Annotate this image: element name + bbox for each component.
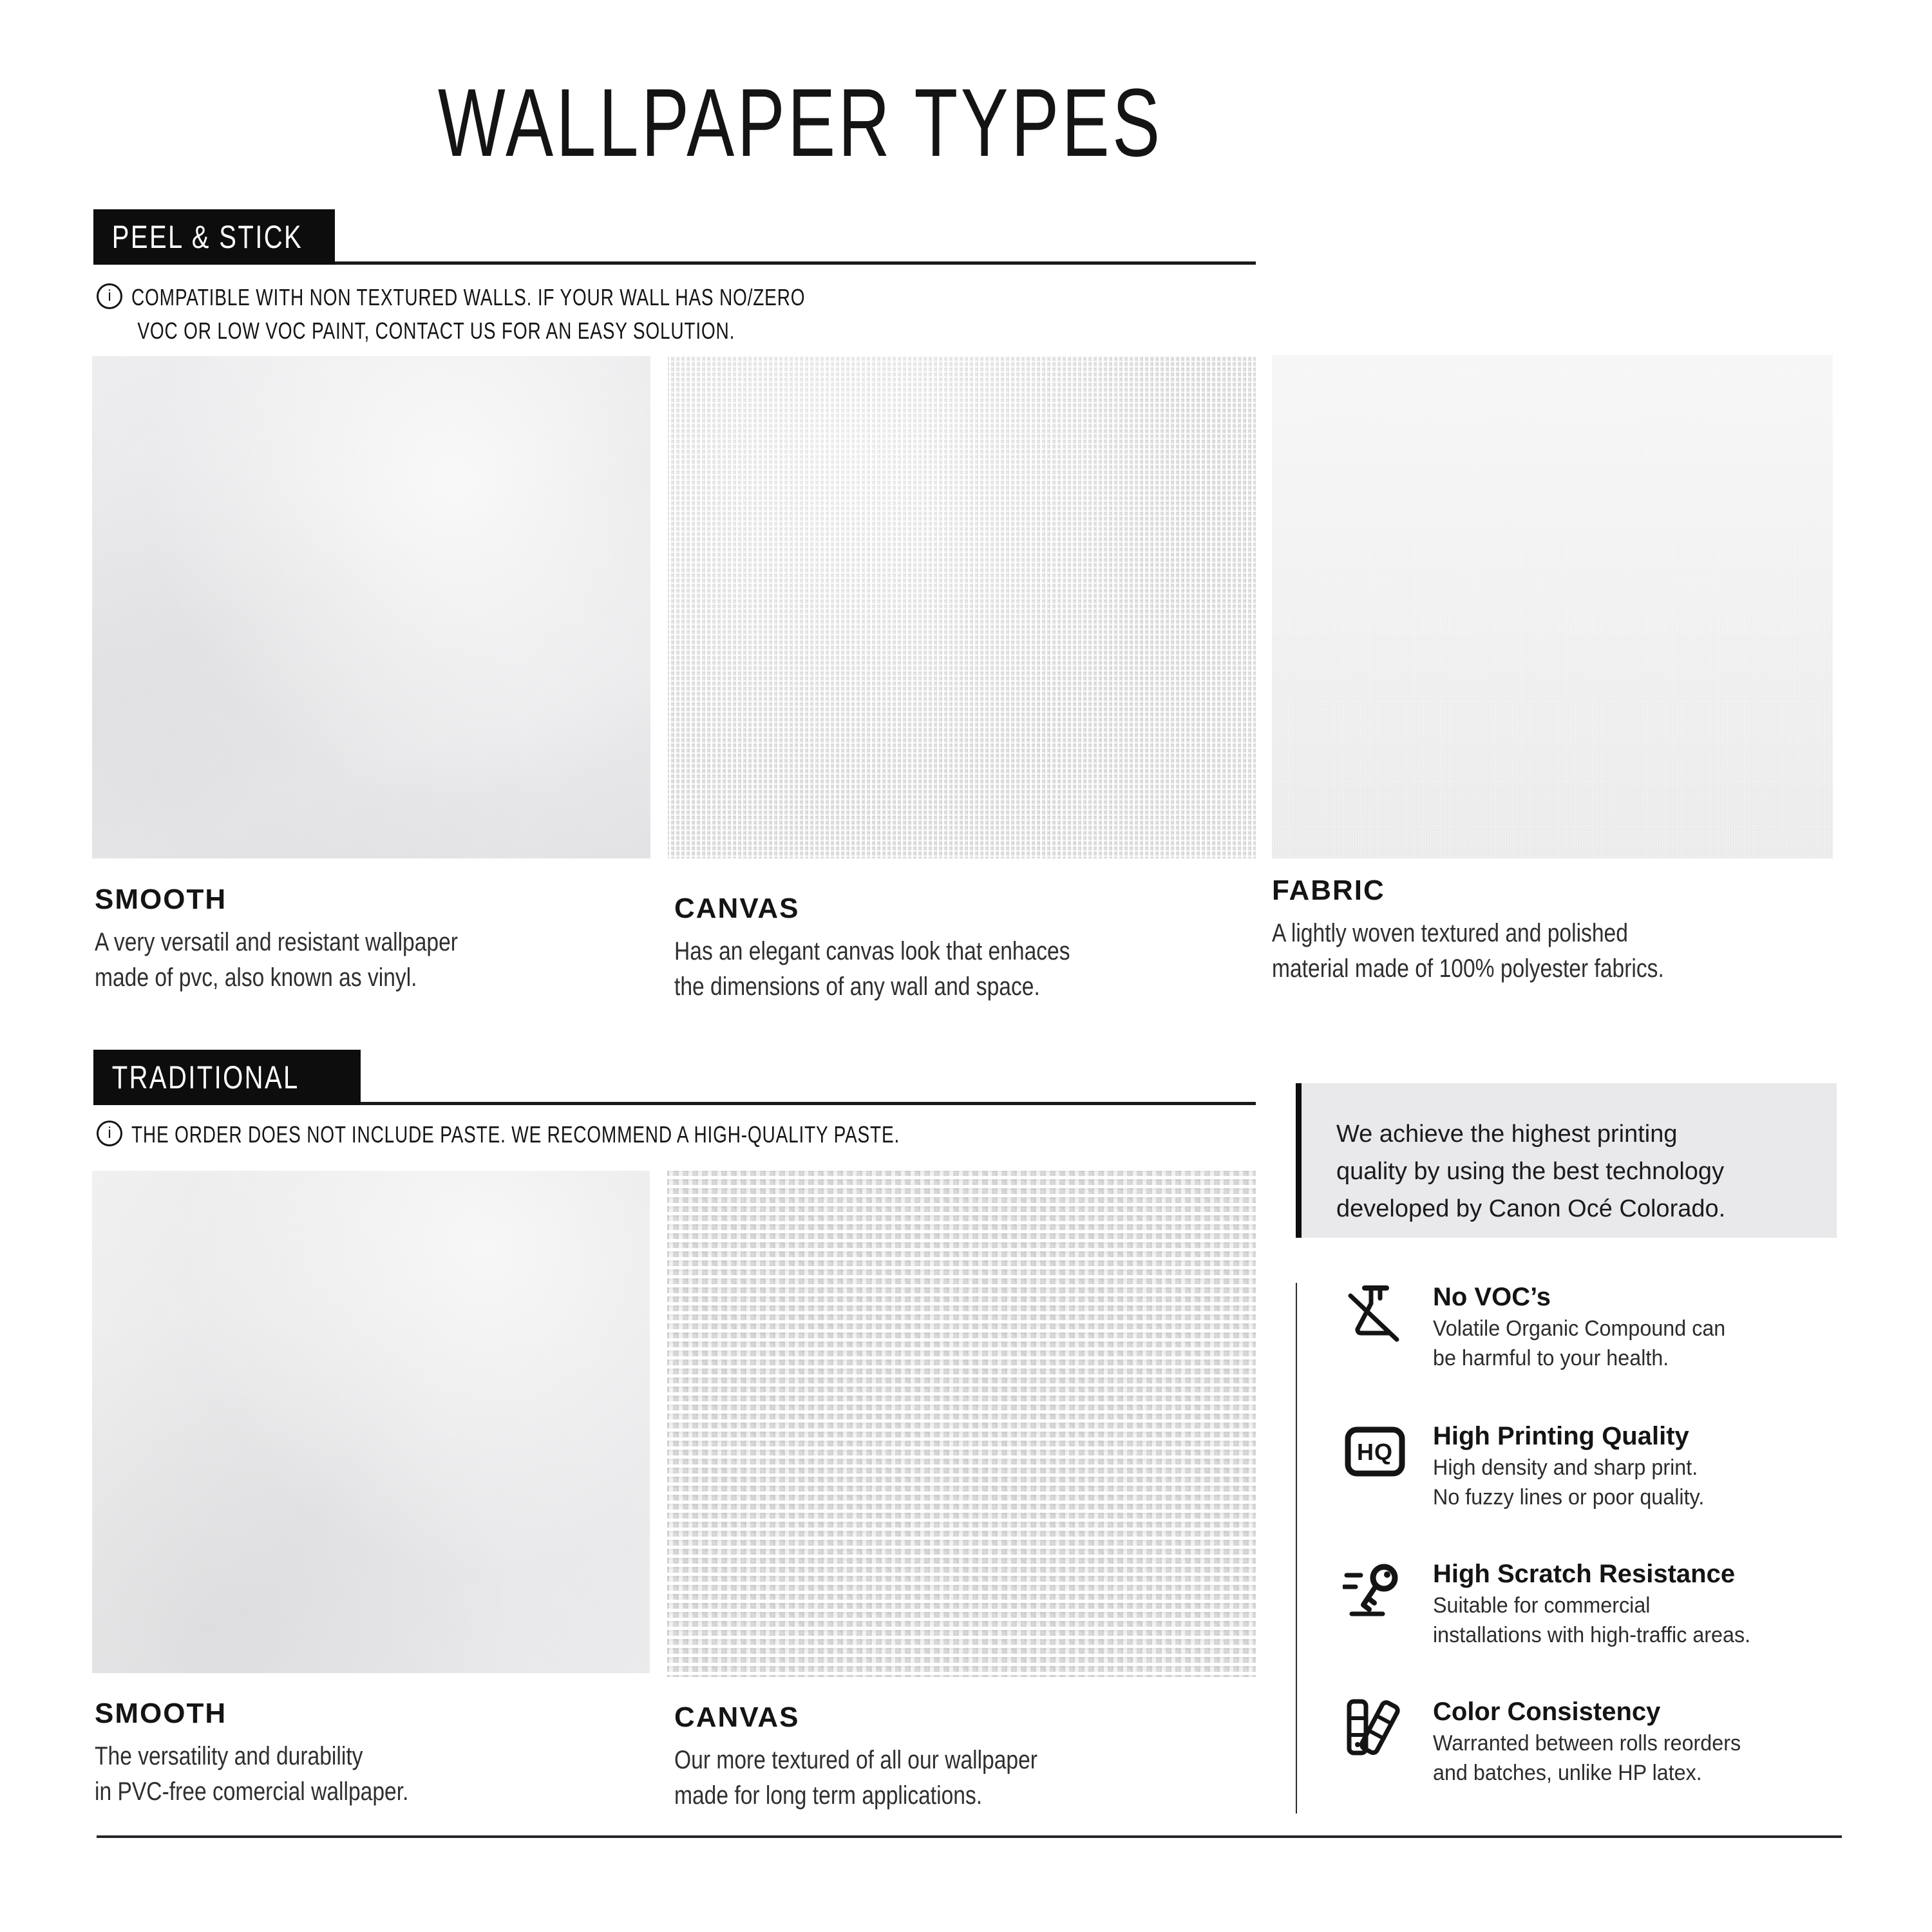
- traditional-note: [97, 1118, 1117, 1151]
- item-desc-line: The versatility and durability: [95, 1742, 363, 1770]
- item-desc-traditional-smooth: [95, 1739, 408, 1810]
- feature-desc-line: Suitable for commercial: [1433, 1593, 1651, 1618]
- swatch-peel-fabric: [1272, 355, 1833, 858]
- peel-stick-note-line1: COMPATIBLE WITH NON TEXTURED WALLS. IF YOUR WALL HAS NO/ZERO: [131, 284, 806, 310]
- item-desc-peel-canvas: [674, 934, 1070, 1005]
- peel-stick-note-text: [131, 281, 805, 348]
- feature-desc-line: and batches, unlike HP latex.: [1433, 1761, 1702, 1785]
- item-desc-line: made of pvc, also known as vinyl.: [95, 963, 417, 992]
- quote-text: [1302, 1083, 1837, 1227]
- item-desc-line: in PVC-free comercial wallpaper.: [95, 1777, 409, 1806]
- info-icon-glyph: i: [108, 287, 111, 305]
- item-name-traditional-smooth: SMOOTH: [95, 1698, 227, 1729]
- item-name-peel-smooth: SMOOTH: [95, 884, 227, 915]
- feature-color-consistency: [1343, 1695, 1852, 1788]
- feature-desc: [1433, 1591, 1750, 1650]
- item-desc-line: A very versatil and resistant wallpaper: [95, 928, 459, 956]
- bottom-rule: [97, 1835, 1842, 1838]
- hq-icon: [1343, 1419, 1407, 1484]
- item-desc-line: made for long term applications.: [674, 1781, 983, 1810]
- info-icon-glyph: i: [108, 1124, 111, 1142]
- peel-stick-note-line2: VOC OR LOW VOC PAINT, CONTACT US FOR AN EASY SOLUTION.: [137, 317, 735, 344]
- feature-title: No VOC’s: [1433, 1283, 1551, 1311]
- item-desc-line: Our more textured of all our wallpaper: [674, 1746, 1038, 1774]
- feature-desc-line: be harmful to your health.: [1433, 1346, 1669, 1370]
- item-desc-line: material made of 100% polyester fabrics.: [1272, 954, 1664, 983]
- feature-title: Color Consistency: [1433, 1698, 1661, 1726]
- color-swatches-icon: [1343, 1695, 1407, 1759]
- info-icon: [97, 283, 122, 309]
- section-label-peel-stick: [93, 209, 335, 265]
- traditional-note-line1: THE ORDER DOES NOT INCLUDE PASTE. WE RECOMMEND A HIGH-QUALITY PASTE.: [131, 1121, 900, 1148]
- printing-quality-quote-box: [1302, 1083, 1837, 1238]
- feature-no-voc: [1343, 1280, 1852, 1373]
- page-title: WALLPAPER TYPES: [438, 68, 1163, 176]
- feature-high-scratch-resistance: [1343, 1557, 1852, 1650]
- feature-high-printing-quality: [1343, 1419, 1852, 1512]
- hq-icon-label: HQ: [1357, 1439, 1393, 1465]
- feature-desc-line: No fuzzy lines or poor quality.: [1433, 1485, 1705, 1510]
- traditional-note-text: [131, 1118, 900, 1151]
- features-divider-line: [1296, 1283, 1297, 1814]
- item-desc-line: the dimensions of any wall and space.: [674, 972, 1040, 1001]
- feature-desc-line: Warranted between rolls reorders: [1433, 1731, 1741, 1756]
- feature-desc: [1433, 1314, 1725, 1373]
- feature-text: [1433, 1557, 1767, 1650]
- item-desc-line: Has an elegant canvas look that enhaces: [674, 937, 1070, 965]
- item-desc-peel-smooth: [95, 925, 458, 996]
- feature-desc-line: Volatile Organic Compound can: [1433, 1316, 1726, 1341]
- feature-text: [1433, 1695, 1757, 1788]
- item-desc-traditional-canvas: [674, 1743, 1037, 1814]
- section-label-peel-stick-text: PEEL & STICK: [111, 219, 303, 255]
- item-desc-line: A lightly woven textured and polished: [1272, 919, 1628, 947]
- section-label-traditional: [93, 1050, 361, 1105]
- feature-text: [1433, 1419, 1718, 1512]
- feature-title: High Printing Quality: [1433, 1422, 1689, 1450]
- info-icon: [97, 1121, 122, 1146]
- swatch-traditional-smooth: [92, 1171, 650, 1673]
- feature-desc-line: installations with high-traffic areas.: [1433, 1623, 1751, 1647]
- quote-accent-bar: [1296, 1083, 1302, 1238]
- feature-desc: [1433, 1728, 1741, 1788]
- peel-stick-note: [97, 281, 996, 348]
- swatch-peel-smooth: [92, 356, 650, 858]
- item-name-peel-fabric: FABRIC: [1272, 875, 1385, 906]
- swatch-traditional-canvas: [667, 1171, 1256, 1677]
- feature-text: [1433, 1280, 1741, 1373]
- item-name-traditional-canvas: CANVAS: [674, 1701, 800, 1733]
- item-name-peel-canvas: CANVAS: [674, 893, 800, 924]
- section-label-traditional-text: TRADITIONAL: [111, 1059, 299, 1095]
- item-desc-peel-fabric: [1272, 916, 1664, 987]
- feature-desc: [1433, 1453, 1704, 1512]
- quote-line3: developed by Canon Océ Colorado.: [1336, 1195, 1726, 1222]
- no-voc-icon: [1343, 1280, 1407, 1345]
- key-icon: [1343, 1557, 1407, 1622]
- feature-desc-line: High density and sharp print.: [1433, 1455, 1698, 1480]
- feature-title: High Scratch Resistance: [1433, 1560, 1736, 1588]
- quote-line2: quality by using the best technology: [1336, 1158, 1725, 1185]
- swatch-peel-canvas: [668, 356, 1256, 858]
- quote-line1: We achieve the highest printing: [1336, 1121, 1678, 1148]
